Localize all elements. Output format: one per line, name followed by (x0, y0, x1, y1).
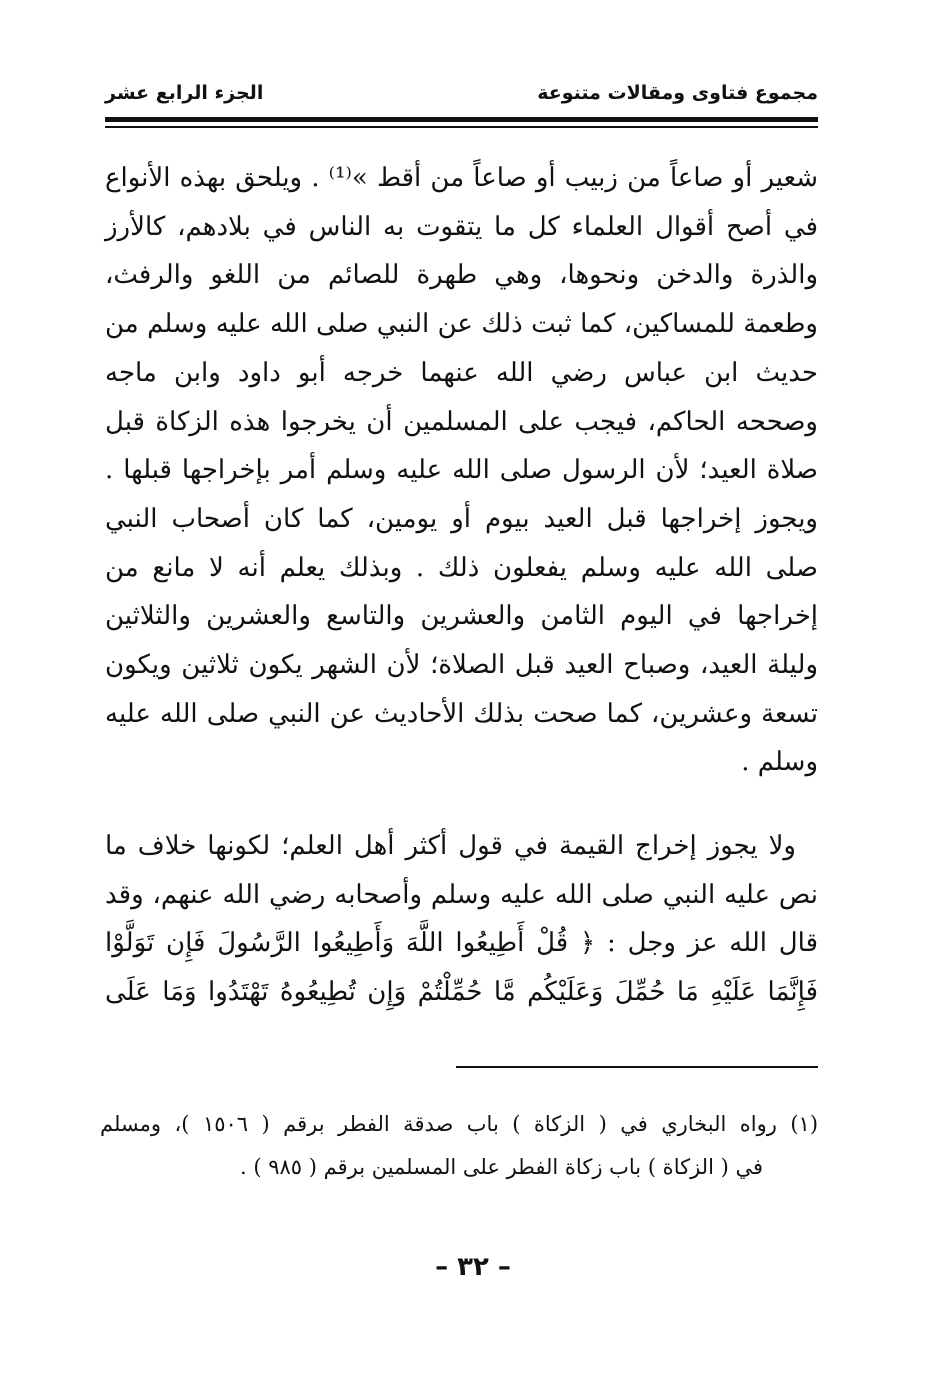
paragraph-2-text: ولا يجوز إخراج القيمة في قول أكثر أهل العلم؛ لكونها خلاف ما نص عليه النبي صلى الله عليه وسلم وأصحابه رضي الله عنهم، وقد قال الله عز وجل : (105, 831, 819, 958)
book-title: مجموع فتاوى ومقالات متنوعة (537, 82, 818, 104)
running-header (105, 82, 818, 112)
footnote-line-1: (١) رواه البخاري في ( الزكاة ) باب صدقة الفطر برقم ( ١٥٠٦ )، ومسلم (100, 1112, 819, 1136)
footnote-separator (456, 1066, 818, 1068)
header-rule-thin (105, 126, 818, 128)
body-paragraph-1: شعير أو صاعاً من زبيب أو صاعاً من أقط »⁽¹⁾ . ويلحق بهذه الأنواع في أصح أقوال العلماء كل ما يتقوت به الناس في بلادهم، كالأرز والذرة والدخن ونحوها، وهي طهرة للصائم من اللغو والرفث، وطعمة للمساكين، كما ثبت ذلك عن النبي صلى الله عليه وسلم من حديث ابن عباس رضي الله عنهما خرجه أبو داود وابن ماجه وصححه الحاكم، فيجب على المسلمين أن يخرجوا هذه الزكاة قبل صلاة العيد؛ لأن الرسول صلى الله عليه وسلم أمر بإخراجها قبلها . ويجوز إخراجها قبل العيد بيوم أو يومين، كما كان أصحاب النبي صلى الله عليه وسلم يفعلون ذلك . وبذلك يعلم أنه لا مانع من إخراجها في اليوم الثامن والعشرين والتاسع والعشرين والثلاثين وليلة العيد، وصباح العيد قبل الصلاة؛ لأن الشهر يكون ثلاثين ويكون تسعة وعشرين، كما صحت بذلك الأحاديث عن النبي صلى الله عليه وسلم . (105, 163, 818, 778)
header-rule-thick (105, 117, 818, 122)
footnote-line-2: في ( الزكاة ) باب زكاة الفطر على المسلمين برقم ( ٩٨٥ ) . (239, 1155, 763, 1179)
quran-verse: ﴿ قُلْ أَطِيعُوا اللَّهَ وَأَطِيعُوا الرَّسُولَ فَإِن تَوَلَّوْا فَإِنَّمَا عَلَيْهِ مَا حُمِّلَ وَعَلَيْكُم مَّا حُمِّلْتُمْ وَإِن تُطِيعُوهُ تَهْتَدُوا وَمَا عَلَى (105, 928, 818, 1007)
volume-label: الجزء الرابع عشر (105, 82, 264, 104)
footnote (100, 1103, 818, 1189)
body-paragraph-2 (105, 822, 818, 1016)
page-number: – ٣٢ – (435, 1252, 511, 1282)
